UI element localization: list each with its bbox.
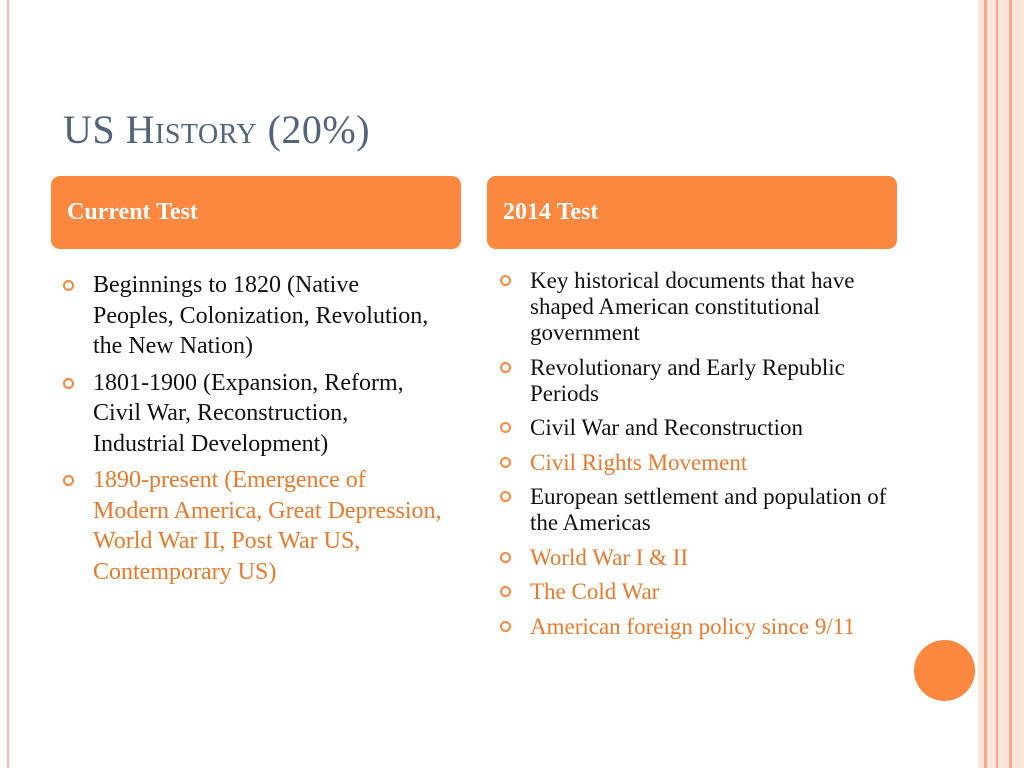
list-item [500,484,892,536]
list-item [500,614,892,640]
bullet-ring-icon [63,280,74,291]
list-item [500,268,892,346]
list-item-text: Civil War and Reconstruction [530,415,804,440]
list-item [500,355,892,407]
list-item-text: Key historical documents that have shaped American constitutional government [530,268,855,345]
bullet-ring-icon [500,275,511,286]
list-item [500,450,892,476]
list-item-text: Revolutionary and Early Republic Periods [530,354,845,406]
list-item [63,465,445,587]
list-item [500,415,892,441]
bullet-ring-icon [500,422,511,433]
bullet-ring-icon [63,475,74,486]
bullet-ring-icon [500,586,511,597]
bullet-ring-icon [500,621,511,632]
list-item-text: Civil Rights Movement [530,449,748,475]
bullet-ring-icon [500,491,511,502]
bullet-ring-icon [500,362,511,373]
list-item-text: 1890-present (Emergence of Modern America, Great Depression, World War II, Post War US, Contemporary US) [93,467,442,585]
current-test-list [63,270,445,593]
decorative-stripes [978,0,1024,768]
2014-test-header-label: 2014 Test [503,199,599,225]
decorative-circle-icon [914,640,975,701]
list-item [500,579,892,605]
list-item [63,270,445,362]
current-test-header [51,176,461,249]
list-item [500,545,892,571]
list-item-text: European settlement and population of the Americas [530,484,887,535]
bullet-ring-icon [500,457,511,468]
slide-title: US History (20%) [63,107,371,152]
slide-frame-left-line [7,0,9,768]
2014-test-header [487,176,897,249]
list-item-text: 1801-1900 (Expansion, Reform, Civil War, Reconstruction, Industrial Development) [93,369,404,457]
list-item-text: World War I & II [530,544,689,570]
list-item [63,368,445,460]
current-test-header-label: Current Test [67,199,198,225]
list-item-text: American foreign policy since 9/11 [530,613,855,639]
list-item-text: The Cold War [530,579,660,604]
2014-test-list [500,268,892,648]
bullet-ring-icon [63,378,74,389]
list-item-text: Beginnings to 1820 (Native Peoples, Colonization, Revolution, the New Nation) [93,272,429,359]
bullet-ring-icon [500,552,511,563]
